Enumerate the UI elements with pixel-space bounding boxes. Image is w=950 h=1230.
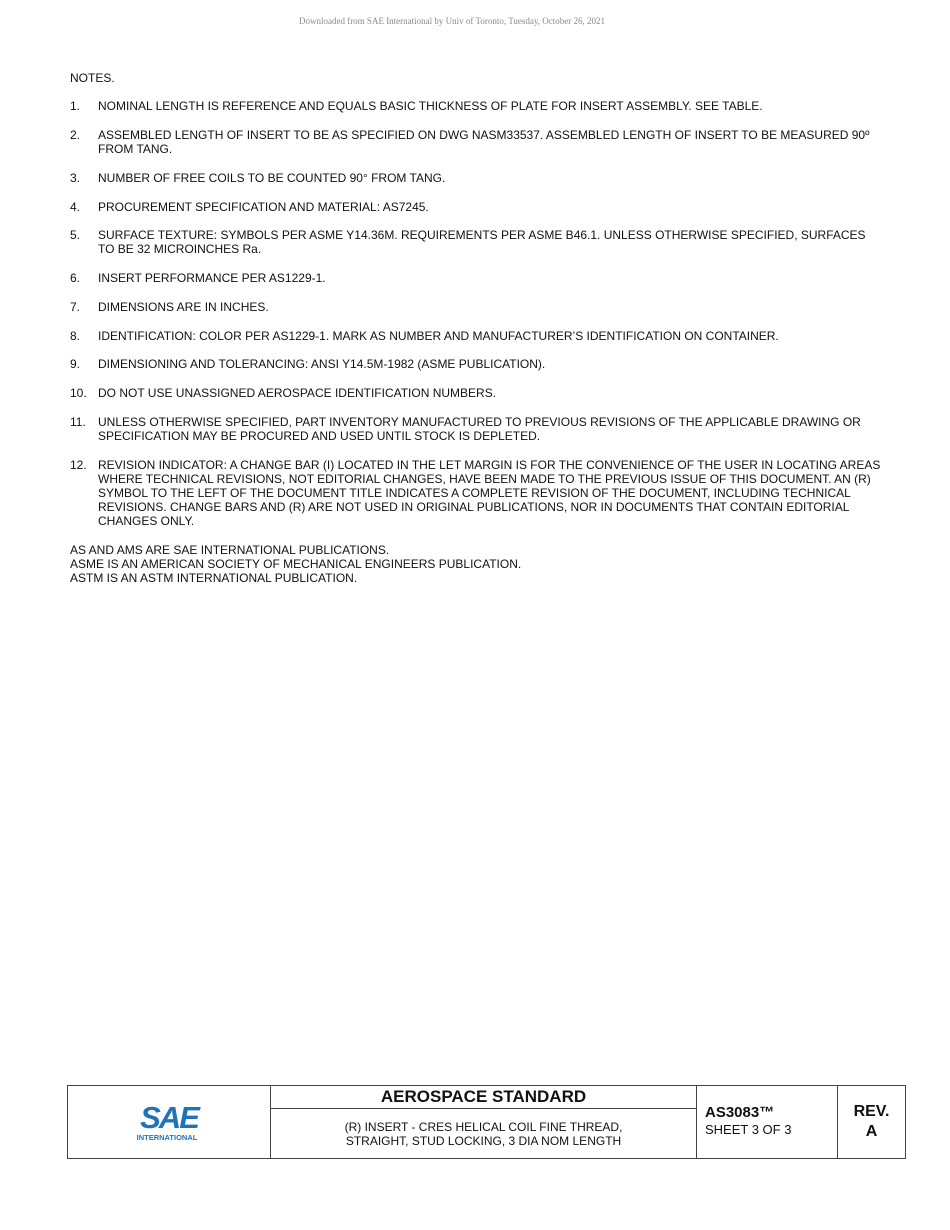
note-number: 5. xyxy=(70,228,81,243)
notes-list xyxy=(70,99,885,528)
note-text: UNLESS OTHERWISE SPECIFIED, PART INVENTORY MANUFACTURED TO PREVIOUS REVISIONS OF THE APPLICABLE DRAWING OR SPECIFICATION MAY BE PROCURED AND USED UNTIL STOCK IS DEPLETED. xyxy=(98,414,861,443)
note-number: 11. xyxy=(70,414,86,429)
revision-value: A xyxy=(865,1123,878,1140)
note-text: IDENTIFICATION: COLOR PER AS1229-1. MARK AS NUMBER AND MANUFACTURER’S IDENTIFICATION ON CONTAINER. xyxy=(98,328,779,343)
note-number: 1. xyxy=(70,99,81,114)
note-item xyxy=(70,99,885,113)
note-item xyxy=(70,415,885,443)
document-title-line-1: (R) INSERT - CRES HELICAL COIL FINE THREAD, xyxy=(344,1119,623,1134)
revision-cell xyxy=(838,1086,905,1158)
note-text: PROCUREMENT SPECIFICATION AND MATERIAL: AS7245. xyxy=(98,199,429,214)
sae-logo-cell xyxy=(68,1086,271,1158)
note-number: 7. xyxy=(70,299,81,314)
note-text: NUMBER OF FREE COILS TO BE COUNTED 90° FROM TANG. xyxy=(98,170,446,185)
document-title-line-2: STRAIGHT, STUD LOCKING, 3 DIA NOM LENGTH xyxy=(345,1133,622,1148)
note-item xyxy=(70,386,885,400)
note-item xyxy=(70,357,885,371)
note-item xyxy=(70,300,885,314)
notes-section xyxy=(70,71,885,586)
title-cell xyxy=(271,1086,697,1158)
note-number: 2. xyxy=(70,127,81,142)
note-text: INSERT PERFORMANCE PER AS1229-1. xyxy=(98,271,326,286)
document-number: AS3083™ xyxy=(705,1104,775,1121)
publication-line: ASME IS AN AMERICAN SOCIETY OF MECHANICAL ENGINEERS PUBLICATION. xyxy=(70,557,522,572)
sheet-number: SHEET 3 OF 3 xyxy=(705,1122,792,1137)
publication-line: AS AND AMS ARE SAE INTERNATIONAL PUBLICATIONS. xyxy=(70,543,390,558)
note-text: ASSEMBLED LENGTH OF INSERT TO BE AS SPECIFIED ON DWG NASM33537. ASSEMBLED LENGTH OF INSERT TO BE MEASURED 90º FROM TANG. xyxy=(98,127,870,157)
note-number: 4. xyxy=(70,199,81,214)
document-number-cell xyxy=(697,1086,838,1158)
note-number: 6. xyxy=(70,271,81,286)
note-text: DO NOT USE UNASSIGNED AEROSPACE IDENTIFICATION NUMBERS. xyxy=(98,385,497,400)
note-item xyxy=(70,271,885,285)
note-text: NOMINAL LENGTH IS REFERENCE AND EQUALS BASIC THICKNESS OF PLATE FOR INSERT ASSEMBLY. SEE TABLE. xyxy=(98,99,763,114)
note-item xyxy=(70,458,885,529)
note-text: DIMENSIONS ARE IN INCHES. xyxy=(98,299,269,314)
sae-international-logo xyxy=(134,1100,204,1144)
note-number: 8. xyxy=(70,328,81,343)
sae-logo-subtext: INTERNATIONAL xyxy=(136,1133,198,1142)
note-item xyxy=(70,171,885,185)
sae-logo-text: SAE xyxy=(140,1100,198,1135)
note-number: 10. xyxy=(70,385,87,400)
publications-list xyxy=(70,543,885,586)
note-number: 9. xyxy=(70,357,81,372)
note-item xyxy=(70,228,885,256)
download-banner: Downloaded from SAE International by Univ of Toronto, Tuesday, October 26, 2021 xyxy=(298,16,606,26)
note-number: 3. xyxy=(70,170,81,185)
notes-heading: NOTES. xyxy=(70,71,115,85)
note-number: 12. xyxy=(70,457,87,472)
note-item xyxy=(70,329,885,343)
title-block xyxy=(67,1085,906,1159)
document-title xyxy=(271,1109,696,1158)
revision-label: REV. xyxy=(853,1103,890,1120)
publication-line: ASTM IS AN ASTM INTERNATIONAL PUBLICATION. xyxy=(70,571,358,586)
standard-heading: AEROSPACE STANDARD xyxy=(271,1086,696,1109)
note-item xyxy=(70,200,885,214)
note-text: REVISION INDICATOR: A CHANGE BAR (I) LOCATED IN THE LET MARGIN IS FOR THE CONVENIENCE OF THE USER IN LOCATING AREAS WHERE TECHNICAL REVISIONS, NOT EDITORIAL CHANGES, HAVE BEEN MADE TO THE PREVIOUS ISSUE OF THIS DOCUMENT. AN (R) SYMBOL TO THE LEFT OF THE DOCUMENT TITLE INDICATES A COMPLETE REVISION OF THE DOCUMENT, INCLUDING TECHNICAL REVISIONS. CHANGE BARS AND (R) ARE NOT USED IN ORIGINAL PUBLICATIONS, NOR IN DOCUMENTS THAT CONTAIN EDITORIAL CHANGES ONLY. xyxy=(98,457,881,529)
note-text: DIMENSIONING AND TOLERANCING: ANSI Y14.5M-1982 (ASME PUBLICATION). xyxy=(98,357,546,372)
note-item xyxy=(70,128,885,156)
note-text: SURFACE TEXTURE: SYMBOLS PER ASME Y14.36M. REQUIREMENTS PER ASME B46.1. UNLESS OTHERWISE SPECIFIED, SURFACES TO BE 32 MICROINCHES Ra. xyxy=(98,228,866,257)
